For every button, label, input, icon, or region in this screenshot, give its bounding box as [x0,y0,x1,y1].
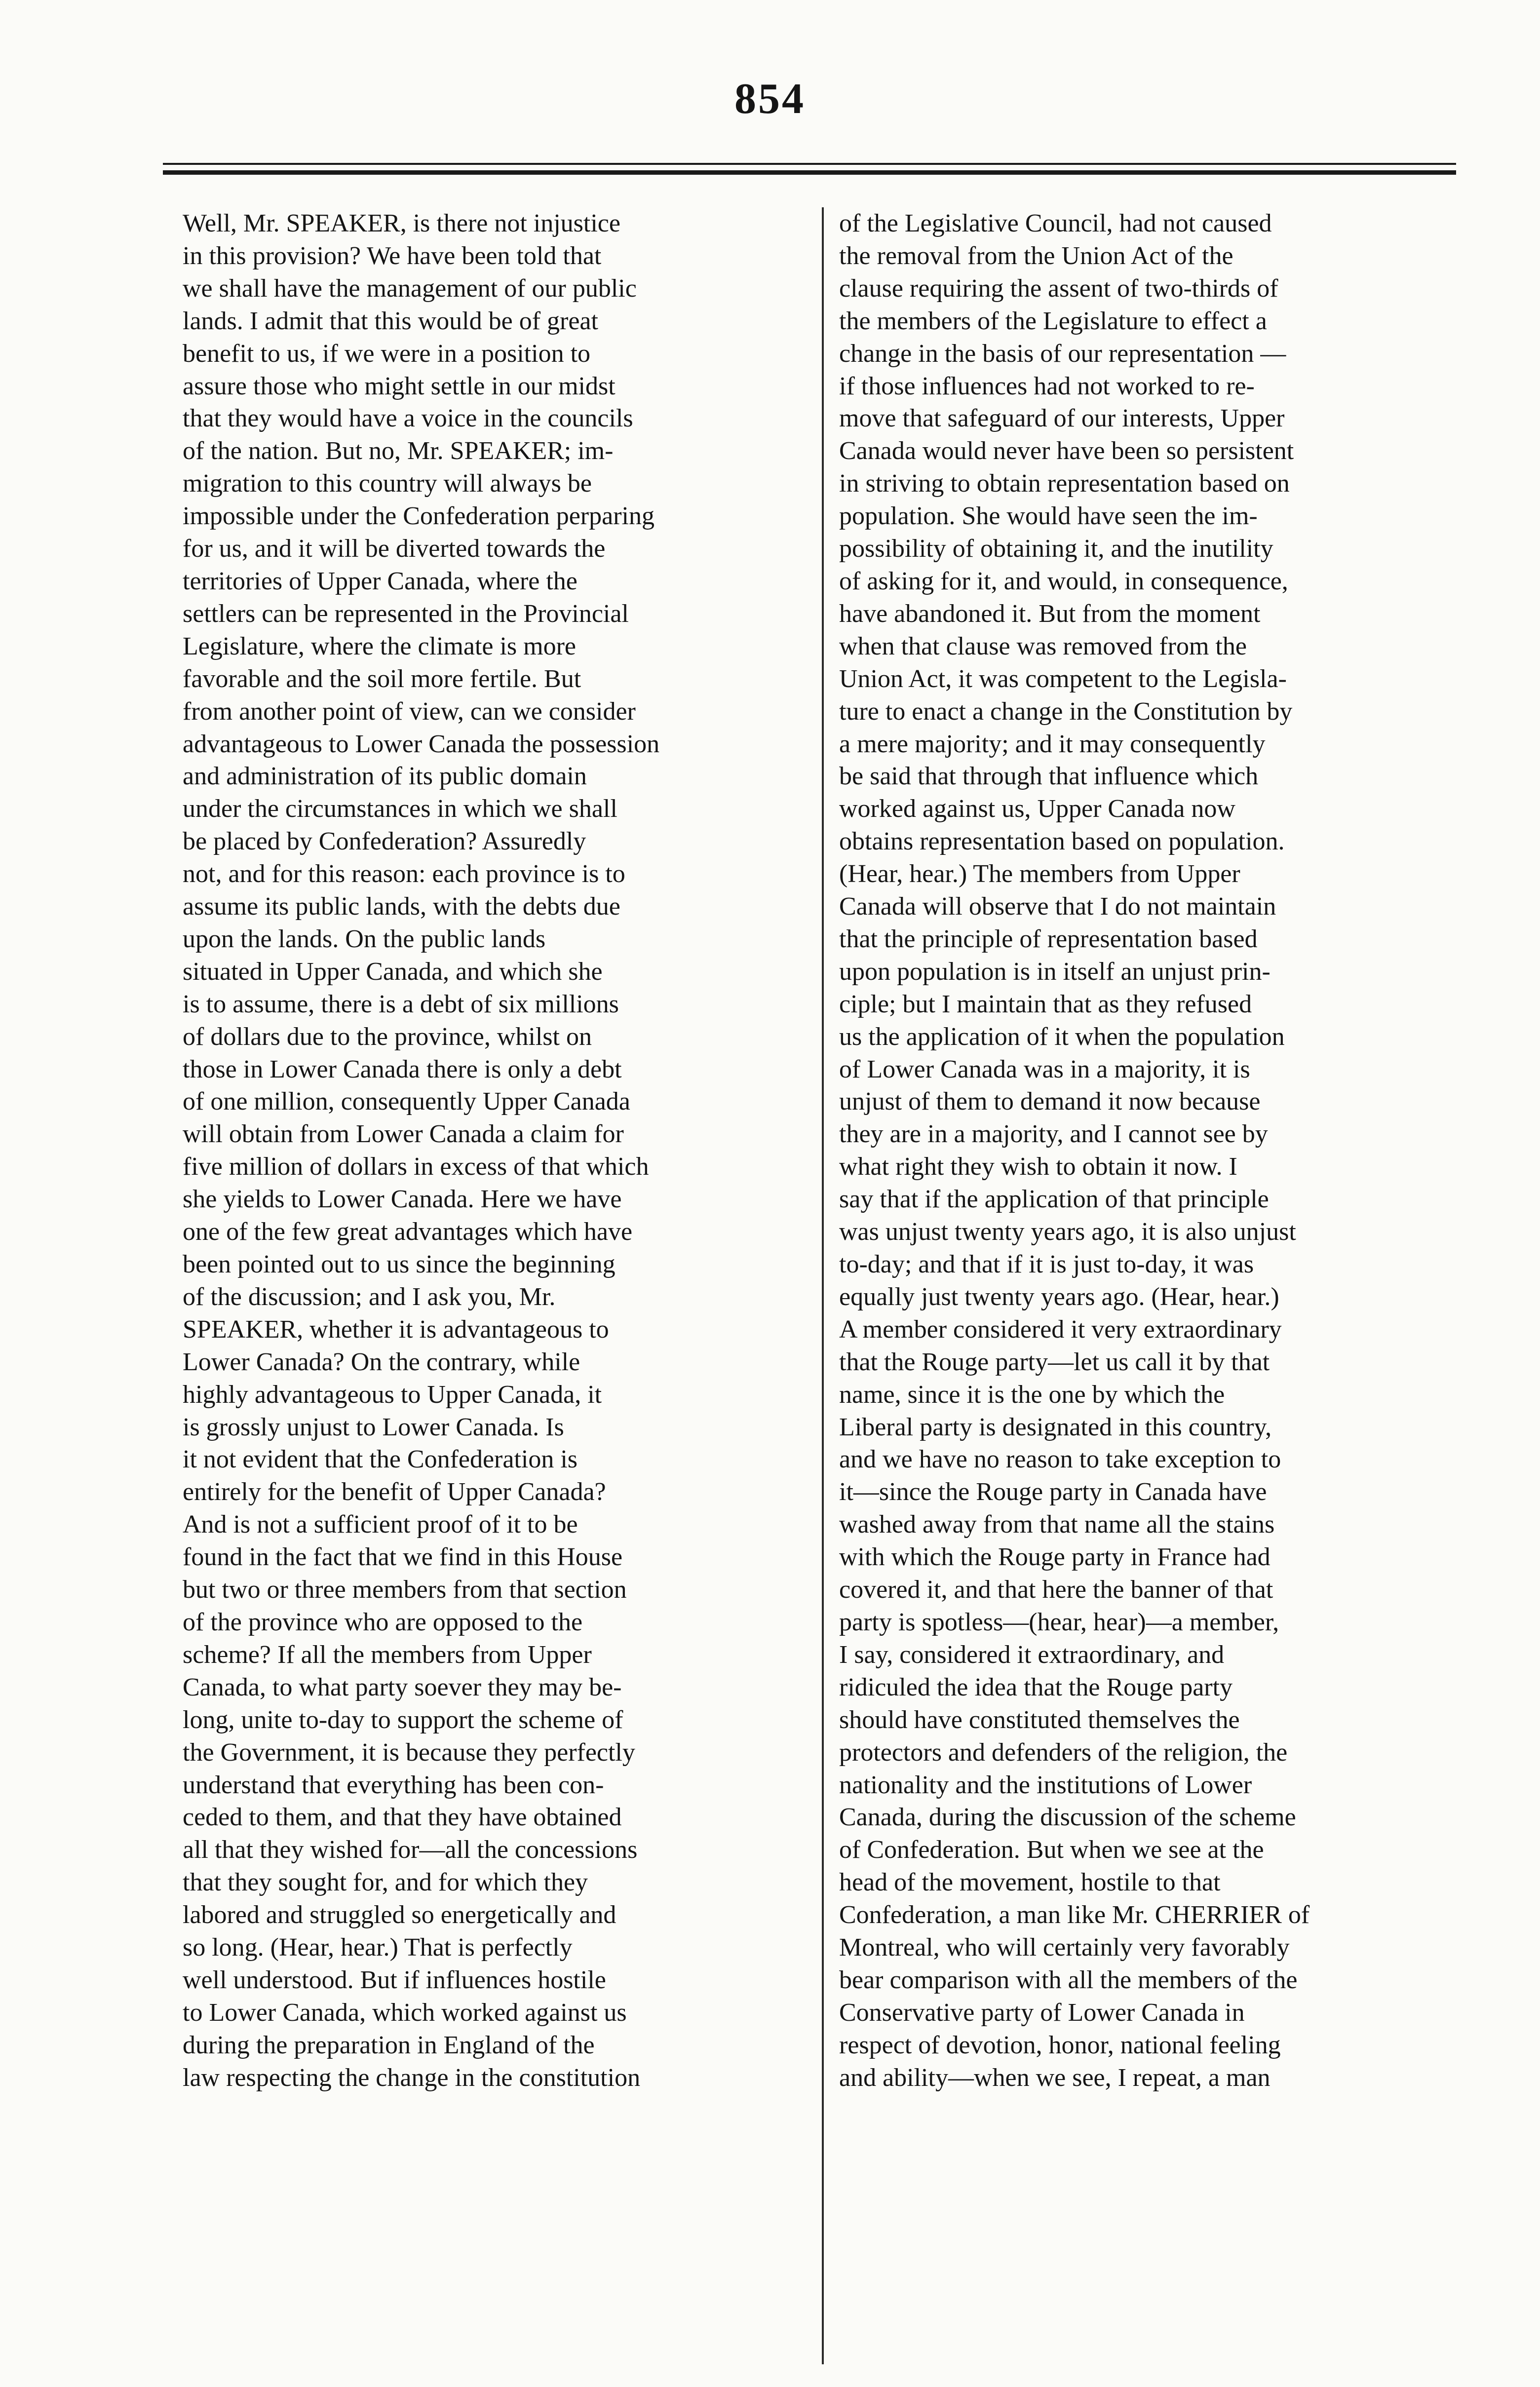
left-column-line: assure those who might settle in our midst [183,372,616,400]
right-column-line: they are in a majority, and I cannot see by [839,1120,1268,1149]
right-column-line: ciple; but I maintain that as they refused [839,990,1252,1018]
left-column-line: law respecting the change in the constitution [183,2063,641,2092]
left-column-line: highly advantageous to Upper Canada, it [183,1380,602,1409]
left-column-line: of the province who are opposed to the [183,1608,583,1636]
left-column-line: from another point of view, can we consider [183,697,636,726]
left-column-line: of one million, consequently Upper Canada [183,1087,630,1116]
right-column-line: ture to enact a change in the Constitution by [839,697,1293,726]
left-column-line: those in Lower Canada there is only a debt [183,1055,622,1083]
right-column-line: of asking for it, and would, in consequence, [839,567,1288,595]
right-column-line: Liberal party is designated in this country, [839,1413,1272,1441]
right-column-line: have abandoned it. But from the moment [839,599,1261,628]
left-column-line: in this provision? We have been told that [183,241,602,270]
left-column-line: lands. I admit that this would be of great [183,307,598,335]
left-column-line: settlers can be represented in the Provincial [183,599,629,628]
left-column-line: upon the lands. On the public lands [183,924,546,953]
left-column-line: Legislature, where the climate is more [183,632,577,660]
right-column-line: ridiculed the idea that the Rouge party [839,1673,1233,1701]
right-column-line: population. She would have seen the im- [839,502,1258,531]
right-column-line: Union Act, it was competent to the Legisla- [839,664,1287,693]
right-column-line: say that if the application of that principle [839,1185,1269,1214]
left-column-line: all that they wished for—all the concessions [183,1836,638,1864]
right-column-line: us the application of it when the population [839,1022,1285,1051]
right-column-line: when that clause was removed from the [839,632,1247,660]
left-column-line: benefit to us, if we were in a position to [183,339,591,368]
left-column-line: is grossly unjust to Lower Canada. Is [183,1413,564,1441]
left-column-line: but two or three members from that section [183,1576,627,1604]
right-column-line: and we have no reason to take exception to [839,1445,1281,1474]
right-column-line: party is spotless—(hear, hear)—a member, [839,1608,1279,1636]
left-column-line: understand that everything has been con- [183,1771,604,1799]
right-column-line: Conservative party of Lower Canada in [839,1998,1245,2027]
left-column-line: for us, and it will be diverted towards the [183,535,606,563]
left-column-line: will obtain from Lower Canada a claim for [183,1120,624,1149]
right-column-line: and ability—when we see, I repeat, a man [839,2063,1270,2092]
right-column-line: Canada, during the discussion of the scheme [839,1803,1296,1832]
left-column-line: so long. (Hear, hear.) That is perfectly [183,1933,573,1962]
right-column-line: Montreal, who will certainly very favorably [839,1933,1290,1962]
left-column-line: to Lower Canada, which worked against us [183,1998,627,2027]
right-column-line: move that safeguard of our interests, Upper [839,404,1285,433]
left-column-line: And is not a sufficient proof of it to be [183,1510,578,1539]
left-column-line: five million of dollars in excess of that which [183,1153,649,1181]
left-column-line: been pointed out to us since the beginning [183,1250,616,1278]
left-column-line: not, and for this reason: each province is to [183,860,625,888]
right-column-line: nationality and the institutions of Lower [839,1771,1252,1799]
left-column-line: of the nation. But no, Mr. SPEAKER; im- [183,437,614,465]
left-column-line: impossible under the Confederation perparing [183,502,654,531]
right-column-line: in striving to obtain representation based on [839,469,1290,498]
left-column-line: advantageous to Lower Canada the possession [183,730,660,758]
left-column-line: during the preparation in England of the [183,2031,595,2059]
left-column-line: be placed by Confederation? Assuredly [183,827,586,856]
right-column-line: with which the Rouge party in France had [839,1543,1270,1572]
right-column-line: should have constituted themselves the [839,1705,1240,1734]
right-column-line: the members of the Legislature to effect a [839,307,1267,335]
right-column-line: protectors and defenders of the religion, the [839,1738,1288,1767]
left-column-line: migration to this country will always be [183,469,592,498]
right-column-line: that the principle of representation based [839,924,1258,953]
left-column-line: Lower Canada? On the contrary, while [183,1348,580,1376]
right-column-line: Confederation, a man like Mr. CHERRIER of [839,1901,1310,1929]
right-column-line: unjust of them to demand it now because [839,1087,1261,1116]
header-rule-thick [163,170,1456,175]
left-column-line: and administration of its public domain [183,762,587,791]
right-column-line: it—since the Rouge party in Canada have [839,1478,1267,1506]
right-column-line: of Lower Canada was in a majority, it is [839,1055,1250,1083]
left-column-line: Well, Mr. SPEAKER, is there not injustice [183,209,620,237]
header-rule-thin [163,163,1456,165]
right-column-line: a mere majority; and it may consequently [839,730,1266,758]
left-column-line: of the discussion; and I ask you, Mr. [183,1282,556,1311]
right-column-line: equally just twenty years ago. (Hear, hear.) [839,1282,1279,1311]
left-column-line: labored and struggled so energetically and [183,1901,616,1929]
right-column-line: name, since it is the one by which the [839,1380,1225,1409]
right-column-line: that the Rouge party—let us call it by that [839,1348,1270,1376]
right-column-line: the removal from the Union Act of the [839,241,1233,270]
left-column-line: we shall have the management of our public [183,274,637,303]
left-column-line: that they sought for, and for which they [183,1868,588,1897]
left-column-line: scheme? If all the members from Upper [183,1640,592,1669]
right-column [839,207,1466,2369]
left-column-line: that they would have a voice in the councils [183,404,633,433]
left-column-line: she yields to Lower Canada. Here we have [183,1185,622,1214]
right-column-line: change in the basis of our representation — [839,339,1286,368]
right-column-line: worked against us, Upper Canada now [839,795,1235,823]
right-column-line: respect of devotion, honor, national feeling [839,2031,1281,2059]
column-divider [822,207,824,2364]
left-column-line: SPEAKER, whether it is advantageous to [183,1315,609,1344]
left-column-line: under the circumstances in which we shall [183,795,617,823]
left-column-line: assume its public lands, with the debts due [183,892,620,921]
right-column-line: was unjust twenty years ago, it is also unjust [839,1218,1296,1246]
left-column-line: it not evident that the Confederation is [183,1445,578,1474]
right-column-line: bear comparison with all the members of the [839,1965,1298,1994]
left-column [183,207,809,2369]
right-column-line: if those influences had not worked to re- [839,372,1255,400]
right-column-line: of the Legislative Council, had not caused [839,209,1272,237]
right-column-line: Canada will observe that I do not maintain [839,892,1276,921]
right-column-line: A member considered it very extraordinary [839,1315,1282,1344]
right-column-line: what right they wish to obtain it now. I [839,1153,1237,1181]
left-column-line: is to assume, there is a debt of six millions [183,990,619,1018]
left-column-line: the Government, it is because they perfectly [183,1738,635,1767]
right-column-line: covered it, and that here the banner of that [839,1576,1273,1604]
left-column-line: entirely for the benefit of Upper Canada? [183,1478,606,1506]
left-column-line: situated in Upper Canada, and which she [183,957,603,986]
left-column-line: found in the fact that we find in this House [183,1543,623,1572]
left-column-line: favorable and the soil more fertile. But [183,664,581,693]
right-column-line: (Hear, hear.) The members from Upper [839,860,1240,888]
right-column-line: of Confederation. But when we see at the [839,1836,1264,1864]
right-column-line: to-day; and that if it is just to-day, it was [839,1250,1254,1278]
left-column-line: territories of Upper Canada, where the [183,567,578,595]
left-column-line: ceded to them, and that they have obtained [183,1803,622,1832]
left-column-line: Canada, to what party soever they may be- [183,1673,622,1701]
right-column-line: clause requiring the assent of two-thirds of [839,274,1278,303]
left-column-line: of dollars due to the province, whilst on [183,1022,592,1051]
right-column-line: I say, considered it extraordinary, and [839,1640,1225,1669]
left-column-line: one of the few great advantages which have [183,1218,633,1246]
right-column-line: head of the movement, hostile to that [839,1868,1221,1897]
right-column-line: Canada would never have been so persistent [839,437,1294,465]
right-column-line: upon population is in itself an unjust prin- [839,957,1270,986]
right-column-line: possibility of obtaining it, and the inutility [839,535,1273,563]
page-number: 854 [734,75,806,123]
left-column-line: well understood. But if influences hostile [183,1965,606,1994]
right-column-line: washed away from that name all the stains [839,1510,1275,1539]
right-column-line: obtains representation based on population. [839,827,1285,856]
right-column-line: be said that through that influence which [839,762,1259,791]
left-column-line: long, unite to-day to support the scheme of [183,1705,623,1734]
